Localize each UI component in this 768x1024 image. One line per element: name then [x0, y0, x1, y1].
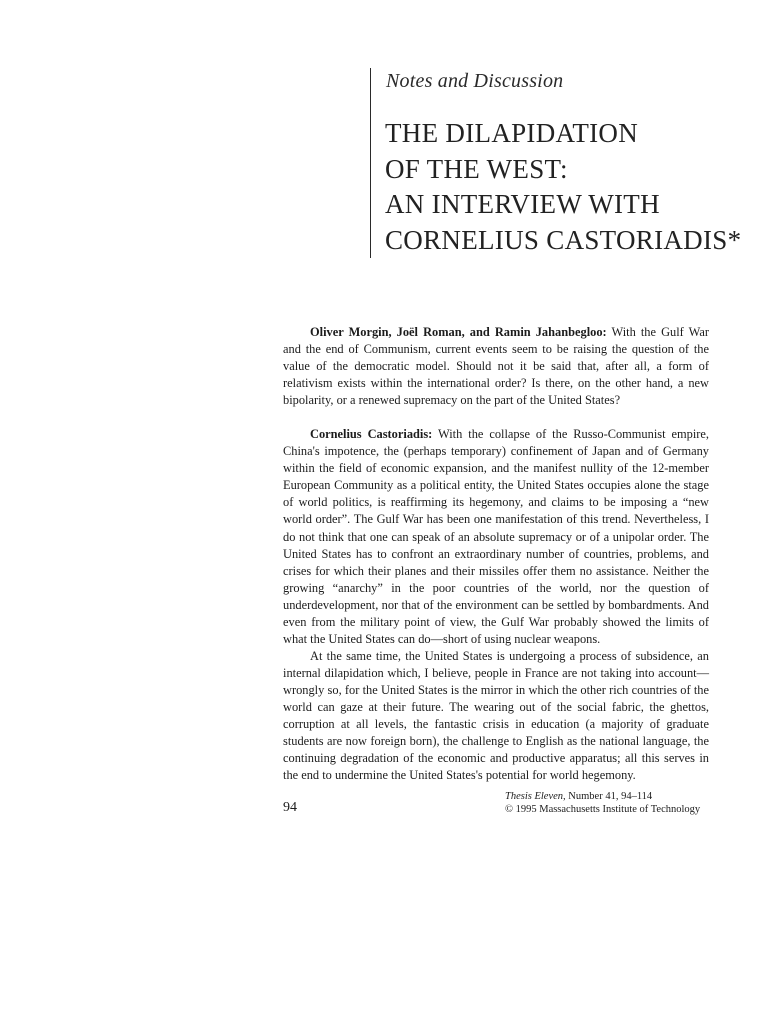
header-vertical-rule	[370, 68, 371, 258]
journal-name: Thesis Eleven,	[505, 791, 566, 802]
question-speakers: Oliver Morgin, Joël Roman, and Ramin Jahanbegloo:	[310, 325, 607, 339]
title-line: CORNELIUS CASTORIADIS*	[385, 224, 742, 255]
journal-issue: Number 41, 94–114	[565, 791, 653, 802]
journal-citation	[505, 790, 700, 816]
title-line: AN INTERVIEW WITH	[385, 189, 660, 219]
article-title	[385, 116, 741, 258]
section-label: Notes and Discussion	[386, 70, 564, 92]
answer-continuation: At the same time, the United States is undergoing a process of subsidence, an internal dilapidation which, I believe, people in France are not taking into account—wrongly so, for the United States is the mirror in which the other rich countries of the world can gaze at their future. The wearing out of the social fabric, the ghettos, corruption at all levels, the fantastic crisis in education (a majority of graduate students are now foreign born), the challenge to English as the national language, the continuing degradation of the economic and productive apparatus; all this serves in the end to undermine the United States's potential for world hegemony.	[283, 648, 709, 783]
page-number: 94	[283, 800, 297, 815]
question-text: With the Gulf War and the end of Communism, current events seem to be raising the question of the value of the democratic model. Should not it be said that, after all, a form of relativism exists within the international order? Is there, on the other hand, a new bipolarity, or a renewed supremacy on the part of the United States?	[283, 325, 709, 408]
title-line: OF THE WEST:	[385, 153, 568, 184]
interview-question	[283, 324, 709, 409]
article-body	[283, 324, 709, 784]
interview-answer	[283, 426, 709, 648]
title-line: THE DILAPIDATION	[385, 118, 639, 148]
answer-speaker: Cornelius Castoriadis:	[310, 427, 433, 442]
answer-text: With the collapse of the Russo-Communist empire, China's impotence, the (perhaps temporary) confinement of Japan and of Germany within the field of economic expansion, and the manifest nullity of the 12-member European Community as a political entity, the United States occupies alone the stage of world politics, is reaffirming its hegemony, and claims to be imposing a “new world order”. The Gulf War has been one manifestation of this trend. Nevertheless, I do not think that one can speak of an absolute supremacy or of a unipolar order. The United States has to confront an extraordinary number of countries, problems, and crises for which their planes and their missiles offer them no assistance. Neither the growing “anarchy” in the poor countries of the world, nor the question of underdevelopment, nor that of the environment can be settled by bombardments. And even from the military point of view, the Gulf War probably showed the limits of what the United States can do—short of using nuclear weapons.	[283, 427, 709, 646]
copyright-line: © 1995 Massachusetts Institute of Technology	[505, 804, 701, 815]
page-footer	[283, 790, 709, 830]
journal-issue-line	[505, 790, 700, 803]
